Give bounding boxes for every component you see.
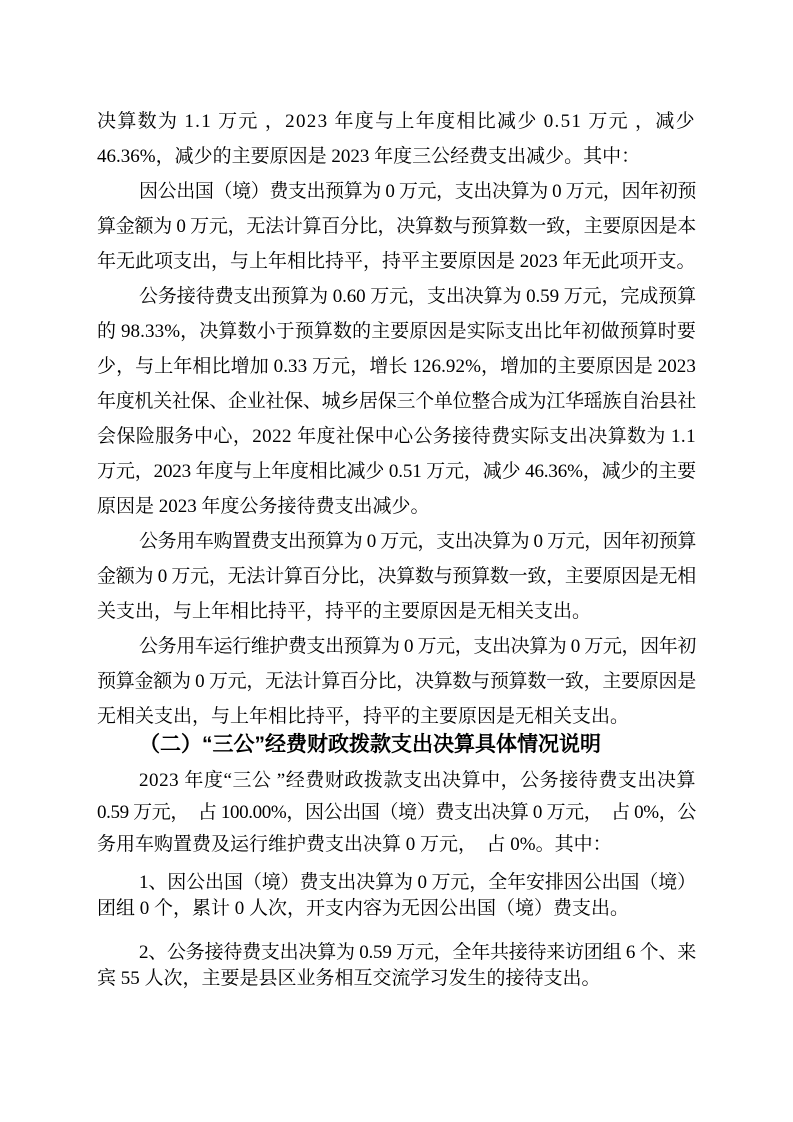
text-line: 算金额为 0 万元，无法计算百分比，决算数与预算数一致，主要原因是本: [97, 216, 696, 237]
text-line: 年无此项支出，与上年相比持平，持平主要原因是 2023 年无此项开支。: [97, 251, 696, 272]
text-line: 2、公务接待费支出决算为 0.59 万元，全年共接待来访团组 6 个、来: [139, 942, 696, 963]
text-line: 公务用车运行维护费支出预算为 0 万元，支出决算为 0 万元，因年初: [139, 636, 696, 657]
text-line: 公务用车购置费支出预算为 0 万元，支出决算为 0 万元，因年初预算: [139, 531, 696, 552]
text-line: 因公出国（境）费支出预算为 0 万元，支出决算为 0 万元，因年初预: [139, 181, 696, 202]
text-line: 原因是 2023 年度公务接待费支出减少。: [97, 496, 430, 517]
text-line: 少，与上年相比增加 0.33 万元，增长 126.92%，增加的主要原因是 2023: [97, 356, 696, 377]
text-line: 会保险服务中心，2022 年度社保中心公务接待费实际支出决算数为 1.1: [97, 426, 696, 447]
text-line: 0.59 万元， 占 100.00%，因公出国（境）费支出决算 0 万元， 占 0%，公: [97, 802, 696, 823]
text-line: 2023 年度“三公 ”经费财政拨款支出决算中，公务接待费支出决算: [139, 770, 696, 791]
text-line: 公务接待费支出预算为 0.60 万元，支出决算为 0.59 万元，完成预算: [139, 286, 696, 307]
document-content: [97, 104, 696, 992]
text-line: 宾 55 人次，主要是县区业务相互交流学习发生的接待支出。: [97, 968, 601, 989]
text-line: 1、因公出国（境）费支出决算为 0 万元，全年安排因公出国（境）: [139, 872, 696, 893]
text-line: 无相关支出，与上年相比持平，持平的主要原因是无相关支出。: [97, 706, 630, 727]
para-vehicle-maintenance-budget: [97, 629, 696, 734]
text-line: 团组 0 个，累计 0 人次，开支内容为无因公出国（境）费支出。: [97, 898, 630, 919]
para-item-2-reception: [97, 940, 696, 992]
text-line: 的 98.33%，决算数小于预算数的主要原因是实际支出比年初做预算时要: [97, 321, 696, 342]
text-line: 46.36%，减少的主要原因是 2023 年度三公经费支出减少。其中：: [97, 146, 641, 167]
para-vehicle-purchase-budget: [97, 524, 696, 629]
text-line: 务用车购置费及运行维护费支出决算 0 万元， 占 0%。其中：: [97, 834, 612, 855]
para-official-reception-budget: [97, 279, 696, 524]
text-line: 关支出，与上年相比持平，持平的主要原因是无相关支出。: [97, 601, 592, 622]
text-line: （二）“三公”经费财政拨款支出决算具体情况说明: [139, 733, 601, 756]
para-item-1-abroad: [97, 870, 696, 922]
para-abroad-visits-budget: [97, 174, 696, 279]
text-line: 决算数为 1.1 万元 ，2023 年度与上年度相比减少 0.51 万元 ，减少: [97, 111, 696, 132]
para-three-public-decision-summary: [97, 765, 696, 861]
text-line: 年度机关社保、企业社保、城乡居保三个单位整合成为江华瑶族自治县社: [97, 391, 696, 412]
text-line: 预算金额为 0 万元，无法计算百分比，决算数与预算数一致，主要原因是: [97, 671, 696, 692]
text-line: 万元，2023 年度与上年度相比减少 0.51 万元，减少 46.36%，减少的主要: [97, 461, 696, 482]
text-line: 金额为 0 万元，无法计算百分比，决算数与预算数一致，主要原因是无相: [97, 566, 696, 587]
para-total-change-continued: [97, 104, 696, 174]
